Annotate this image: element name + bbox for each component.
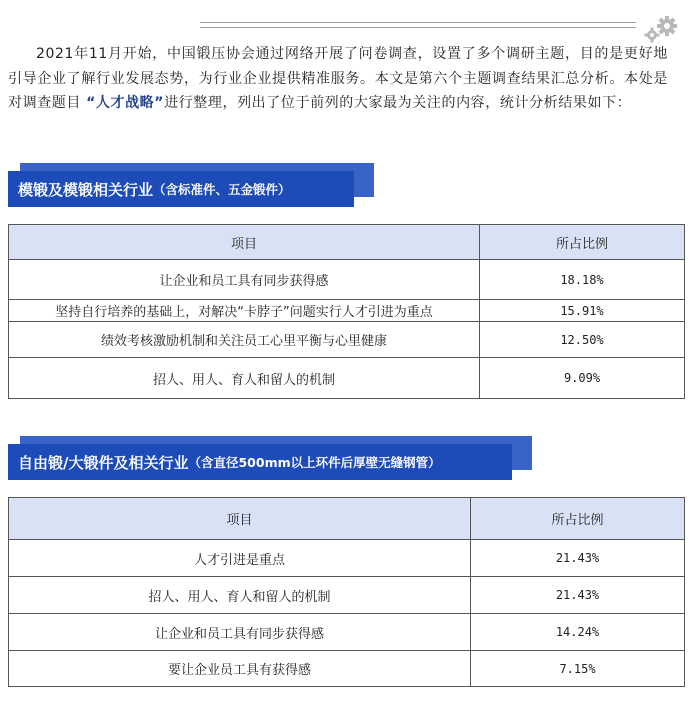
item-cell: 招人、用人、育人和留人的机制 (9, 358, 480, 399)
share-cell: 18.18% (480, 260, 685, 300)
table-row (9, 651, 685, 687)
table-row (9, 300, 685, 322)
table-row (9, 577, 685, 614)
item-cell: 坚持自行培养的基础上，对解决“卡脖子”问题实行人才引进为重点 (9, 300, 480, 322)
share-cell: 21.43% (471, 540, 685, 577)
item-cell: 让企业和员工具有同步获得感 (9, 614, 471, 651)
item-cell: 让企业和员工具有同步获得感 (9, 260, 480, 300)
share-cell: 9.09% (480, 358, 685, 399)
intro-text: 2021年11月开始，中国锻压协会通过网络开展了问卷调查，设置了多个调研主题，目的是更好地引导企业了解行业发展态势，为行业企业提供精准服务。本文是第六个主题调查结果汇总分析。本处是对调查题目 (8, 46, 668, 111)
gear-icon (644, 14, 680, 44)
column-header-item: 项目 (9, 498, 471, 540)
item-cell: 招人、用人、育人和留人的机制 (9, 577, 471, 614)
item-cell: 要让企业员工具有获得感 (9, 651, 471, 687)
item-cell: 人才引进是重点 (9, 540, 471, 577)
section-subtitle: （含直径500mm以上环件后厚壁无缝钢管） (188, 455, 441, 470)
table-row (9, 322, 685, 358)
table-header-row (9, 225, 685, 260)
section-subtitle: （含标准件、五金锻件） (153, 182, 291, 197)
column-header-item: 项目 (9, 225, 480, 260)
table-row (9, 540, 685, 577)
intro-paragraph (8, 42, 668, 116)
column-header-share: 所占比例 (480, 225, 685, 260)
section-title: 自由锻/大锻件及相关行业 (18, 453, 189, 472)
survey-table-open-die-forging (8, 497, 685, 687)
intro-emphasis: “人才战略” (86, 95, 165, 111)
table-header-row (9, 498, 685, 540)
section-banner-open-die-forging (8, 436, 532, 476)
share-cell: 21.43% (471, 577, 685, 614)
share-cell: 7.15% (471, 651, 685, 687)
header-divider (200, 22, 636, 28)
share-cell: 12.50% (480, 322, 685, 358)
share-cell: 15.91% (480, 300, 685, 322)
section-banner-die-forging (8, 165, 374, 205)
share-cell: 14.24% (471, 614, 685, 651)
item-cell: 绩效考核激励机制和关注员工心里平衡与心里健康 (9, 322, 480, 358)
table-row (9, 614, 685, 651)
survey-table-die-forging (8, 224, 685, 399)
column-header-share: 所占比例 (471, 498, 685, 540)
table-row (9, 358, 685, 399)
table-row (9, 260, 685, 300)
intro-text-end: 进行整理，列出了位于前列的大家最为关注的内容，统计分析结果如下： (164, 95, 632, 111)
section-title: 模锻及模锻相关行业 (18, 180, 154, 199)
